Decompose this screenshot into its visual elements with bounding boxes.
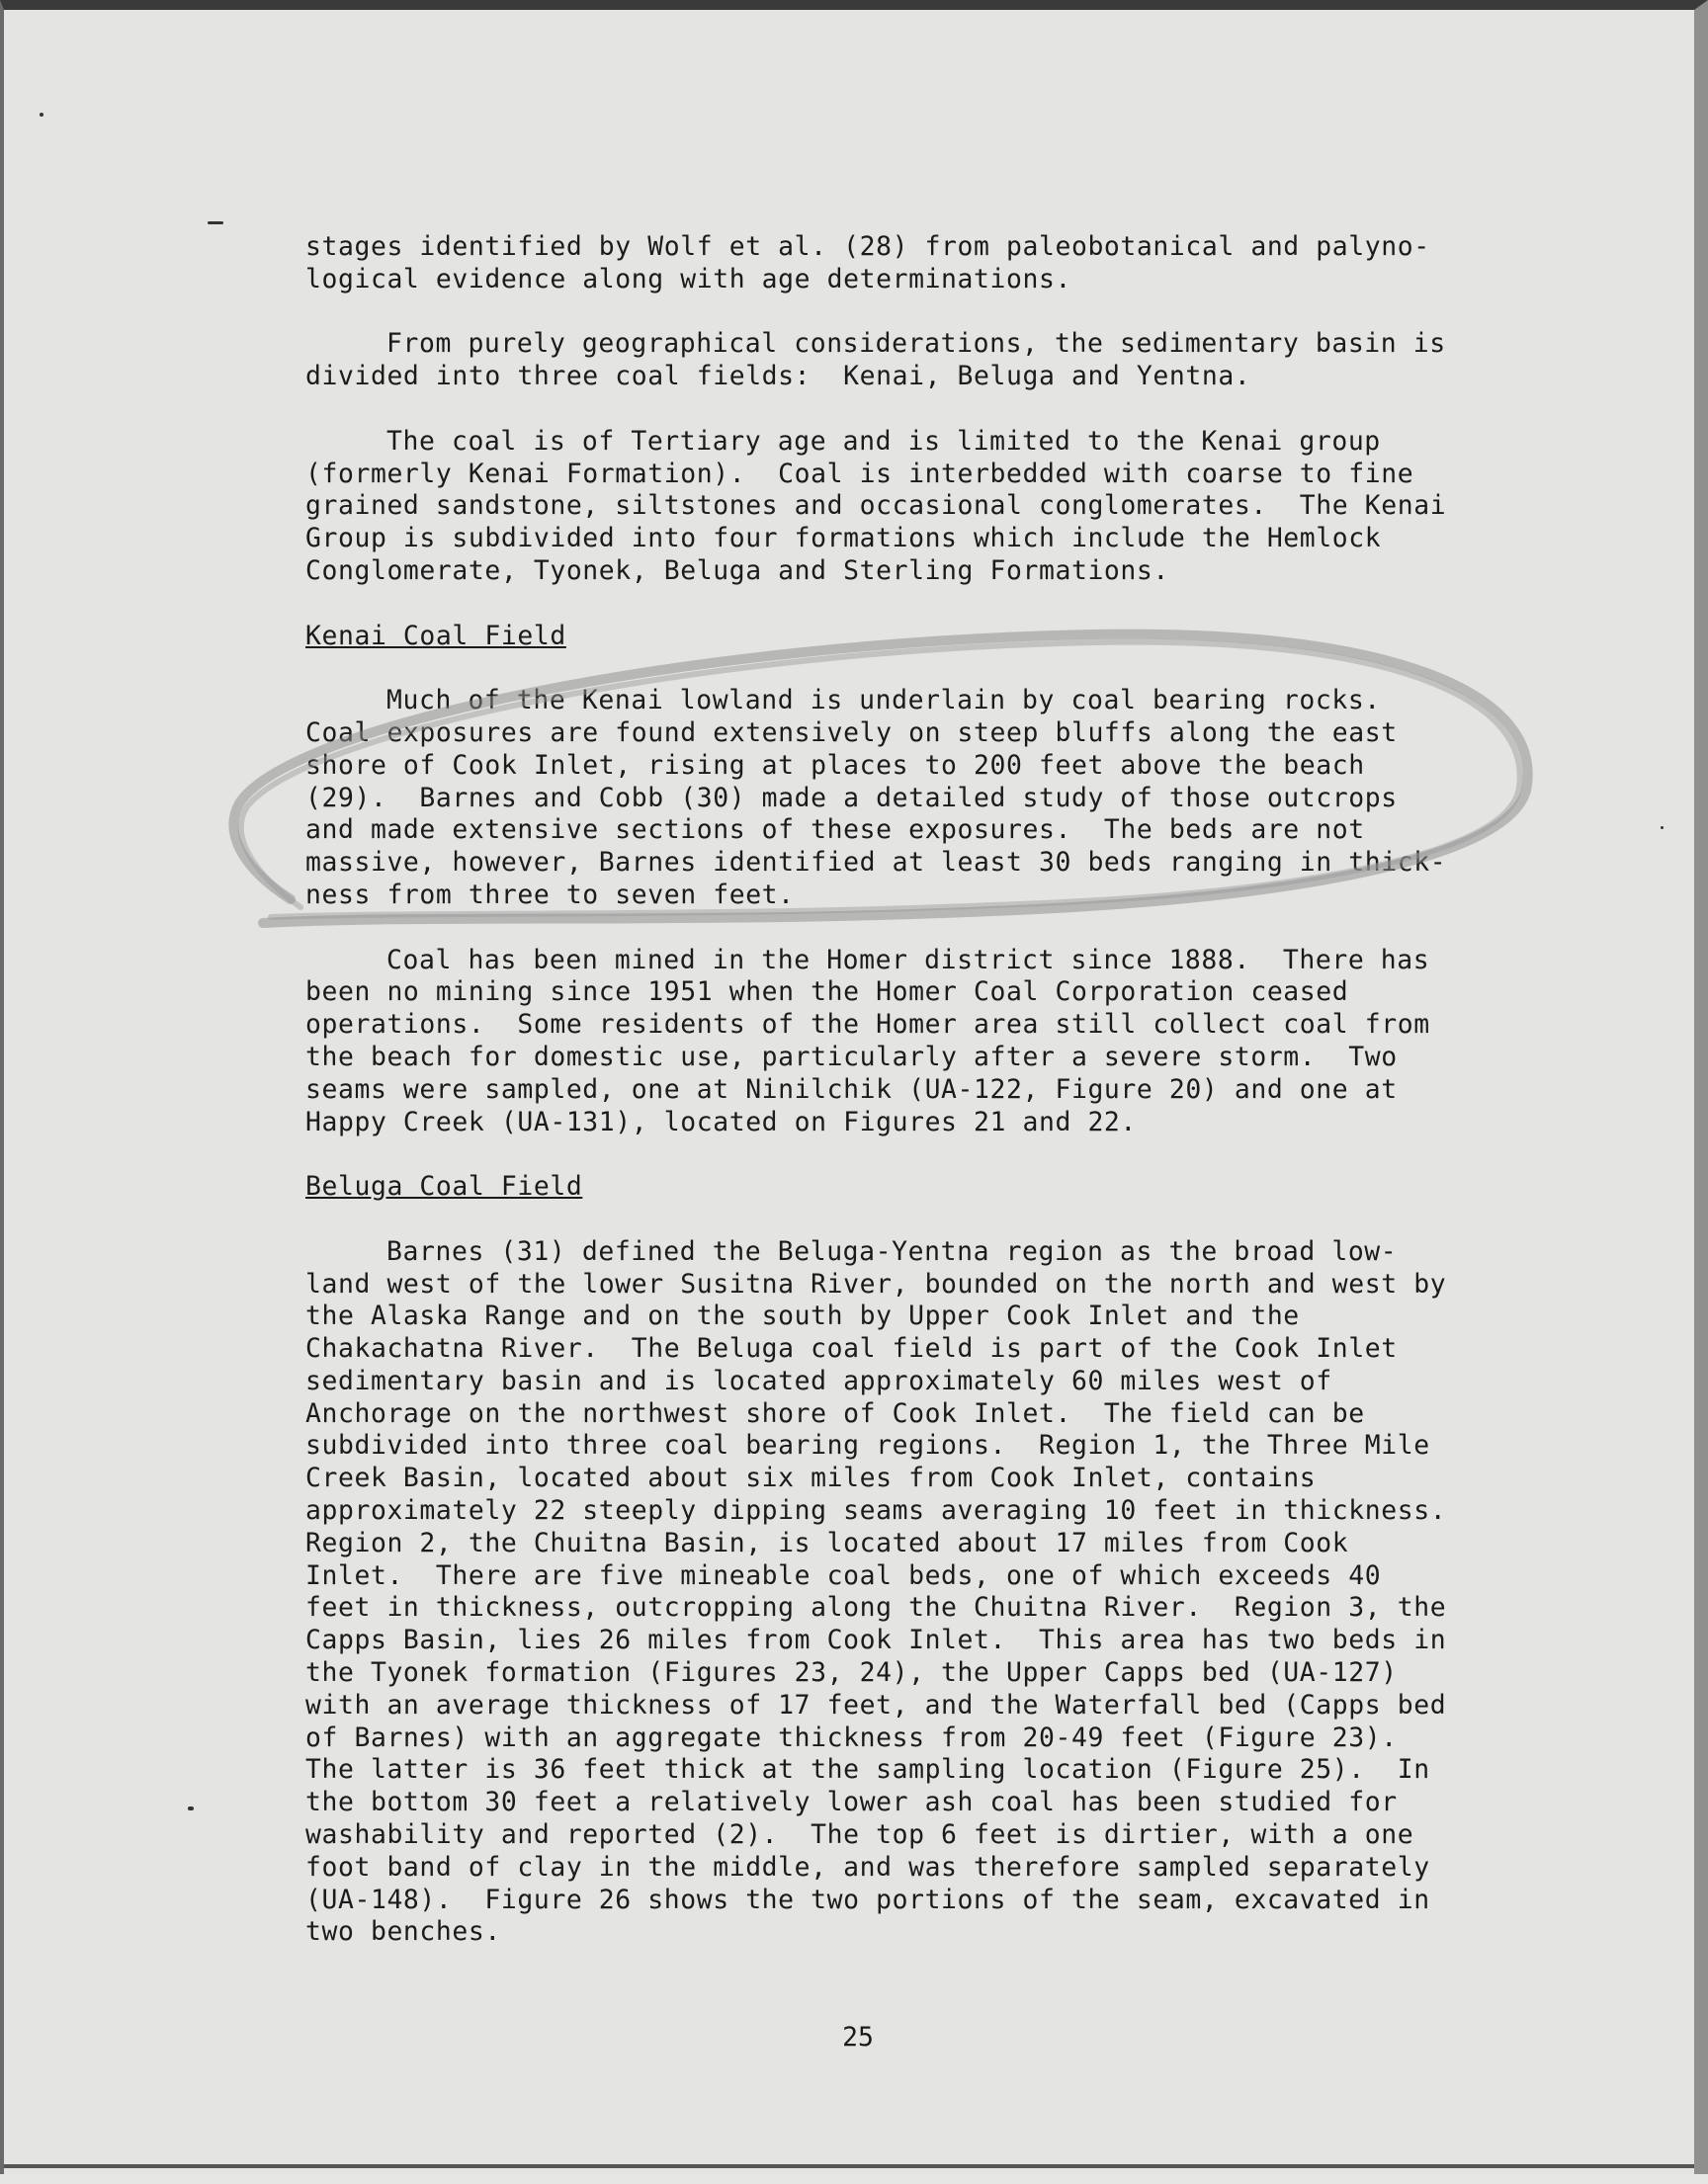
text-line: Group is subdivided into four formations which include the Hemlock bbox=[305, 523, 1382, 554]
text-line: the bottom 30 feet a relatively lower ash coal has been studied for bbox=[305, 1787, 1398, 1818]
text-line: been no mining since 1951 when the Homer Coal Corporation ceased bbox=[305, 976, 1349, 1008]
scan-speck bbox=[208, 221, 223, 224]
text-line: (formerly Kenai Formation). Coal is interbedded with coarse to fine bbox=[305, 458, 1414, 489]
text-line: From purely geographical considerations, the sedimentary basin is bbox=[386, 328, 1446, 360]
text-line: grained sandstone, siltstones and occasional conglomerates. The Kenai bbox=[305, 490, 1447, 522]
text-line: stages identified by Wolf et al. (28) from paleobotanical and palyno- bbox=[305, 231, 1430, 262]
text-line: with an average thickness of 17 feet, and the Waterfall bed (Capps bed bbox=[305, 1689, 1447, 1721]
text-line: and made extensive sections of these exposures. The beds are not bbox=[305, 814, 1365, 846]
text-line: Inlet. There are five mineable coal beds, one of which exceeds 40 bbox=[305, 1559, 1382, 1591]
text-line: foot band of clay in the middle, and was therefore sampled separately bbox=[305, 1851, 1430, 1883]
page-bottom-edge bbox=[4, 2164, 1694, 2168]
paragraph-geography bbox=[305, 328, 1446, 393]
text-line: Barnes (31) defined the Beluga-Yentna region as the broad low- bbox=[386, 1235, 1398, 1267]
paragraph-homer-mining bbox=[305, 945, 1442, 1139]
paragraph-beluga-region bbox=[305, 1235, 1447, 1950]
text-line: Region 2, the Chuitna Basin, is located about 17 miles from Cook bbox=[305, 1527, 1349, 1558]
text-line: The latter is 36 feet thick at the sampling location (Figure 25). In bbox=[305, 1754, 1430, 1786]
scan-speck bbox=[1661, 826, 1664, 829]
text-line: feet in thickness, outcropping along the Chuitna River. Region 3, the bbox=[305, 1592, 1447, 1624]
heading-kenai-coal-field: Kenai Coal Field bbox=[305, 620, 566, 651]
text-line: the Alaska Range and on the south by Upper Cook Inlet and the bbox=[305, 1301, 1300, 1332]
text-line: (UA-148). Figure 26 shows the two portions of the seam, excavated in bbox=[305, 1884, 1430, 1915]
paragraph-stages bbox=[305, 231, 1442, 296]
body-text bbox=[305, 231, 1447, 1981]
scan-speck bbox=[188, 1806, 194, 1810]
text-line: Anchorage on the northwest shore of Cook Inlet. The field can be bbox=[305, 1397, 1365, 1429]
text-line: seams were sampled, one at Ninilchik (UA-122, Figure 20) and one at bbox=[305, 1073, 1398, 1105]
paragraph-kenai-lowland bbox=[305, 685, 1447, 912]
text-line: Coal has been mined in the Homer district since 1888. There has bbox=[386, 944, 1430, 975]
text-line: Coal exposures are found extensively on steep bluffs along the east bbox=[305, 716, 1398, 748]
text-line: Chakachatna River. The Beluga coal field is part of the Cook Inlet bbox=[305, 1333, 1398, 1365]
text-line: logical evidence along with age determinations. bbox=[305, 263, 1071, 294]
text-line: two benches. bbox=[305, 1916, 501, 1948]
paragraph-tertiary bbox=[305, 425, 1447, 588]
text-line: divided into three coal fields: Kenai, Beluga and Yentna. bbox=[305, 361, 1251, 392]
text-line: the Tyonek formation (Figures 23, 24), the Upper Capps bed (UA-127) bbox=[305, 1657, 1398, 1689]
text-line: The coal is of Tertiary age and is limited to the Kenai group bbox=[386, 425, 1381, 457]
text-line: washability and reported (2). The top 6 feet is dirtier, with a one bbox=[305, 1819, 1414, 1851]
text-line: land west of the lower Susitna River, bounded on the north and west by bbox=[305, 1268, 1447, 1300]
text-line: massive, however, Barnes identified at least 30 beds ranging in thick- bbox=[305, 847, 1447, 879]
text-line: operations. Some residents of the Homer area still collect coal from bbox=[305, 1009, 1430, 1041]
page-number: 25 bbox=[842, 2022, 874, 2053]
text-line: Capps Basin, lies 26 miles from Cook Inlet. This area has two beds in bbox=[305, 1625, 1447, 1656]
text-line: ness from three to seven feet. bbox=[305, 879, 795, 910]
text-line: of Barnes) with an aggregate thickness from 20-49 feet (Figure 23). bbox=[305, 1722, 1398, 1753]
text-line: Creek Basin, located about six miles from Cook Inlet, contains bbox=[305, 1463, 1317, 1494]
text-line: (29). Barnes and Cobb (30) made a detailed study of those outcrops bbox=[305, 782, 1398, 813]
text-line: the beach for domestic use, particularly after a severe storm. Two bbox=[305, 1041, 1398, 1072]
text-line: shore of Cook Inlet, rising at places to 200 feet above the beach bbox=[305, 749, 1365, 781]
text-line: Conglomerate, Tyonek, Beluga and Sterling Formations. bbox=[305, 554, 1169, 586]
text-line: subdivided into three coal bearing regions. Region 1, the Three Mile bbox=[305, 1430, 1430, 1462]
text-line: Happy Creek (UA-131), located on Figures 21 and 22. bbox=[305, 1106, 1137, 1137]
scan-speck bbox=[40, 113, 43, 117]
text-line: sedimentary basin and is located approximately 60 miles west of bbox=[305, 1365, 1332, 1396]
text-line: approximately 22 steeply dipping seams averaging 10 feet in thickness. bbox=[305, 1495, 1447, 1527]
heading-beluga-coal-field: Beluga Coal Field bbox=[305, 1171, 583, 1203]
text-line: Much of the Kenai lowland is underlain by coal bearing rocks. bbox=[386, 685, 1381, 716]
